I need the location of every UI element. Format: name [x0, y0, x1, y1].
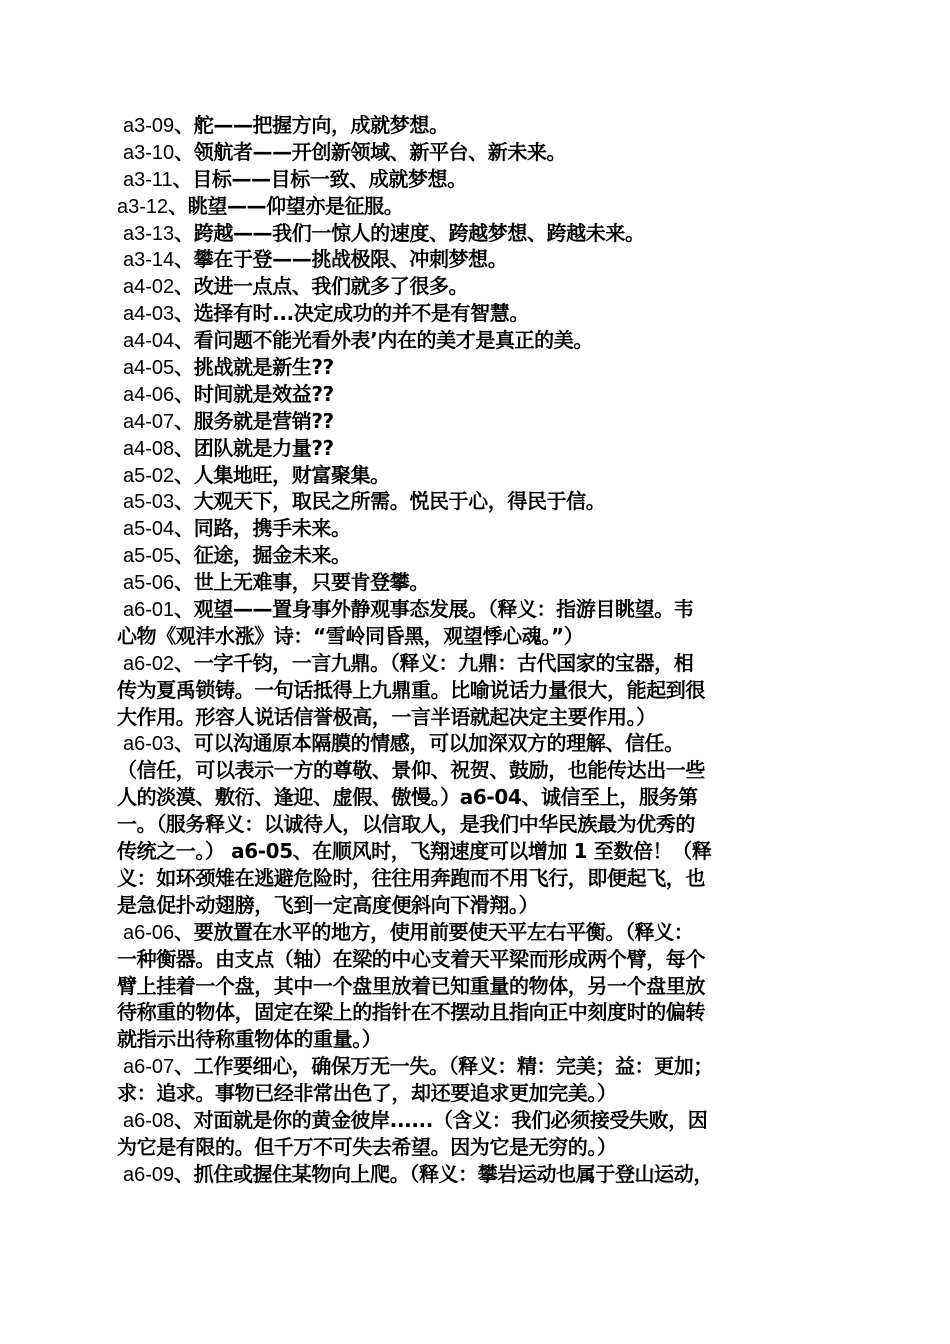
text-line [117, 1107, 842, 1134]
text-line [117, 999, 842, 1026]
entry-text: 、服务就是营销?? [174, 408, 334, 433]
entry-text: （信任，可以表示一方的尊敬、景仰、祝贺、鼓励，也能传达出一些 [117, 758, 705, 783]
text-line [117, 462, 842, 489]
entry-text: 、一字千钧，一言九鼎。（释义：九鼎：古代国家的宝器，相 [174, 650, 694, 675]
entry-text: 、目标——目标一致、成就梦想。 [172, 166, 467, 191]
text-line [117, 919, 842, 946]
entry-code: a4-06 [123, 383, 175, 406]
entry-code: a5-04 [123, 518, 175, 541]
entry-code: a6-08 [123, 1109, 175, 1132]
text-line [117, 784, 842, 811]
text-line [117, 1026, 842, 1053]
entry-code: a6-02 [123, 652, 175, 675]
entry-code: a5-05 [123, 545, 175, 568]
entry-code: a6-06 [123, 921, 175, 944]
text-line [117, 623, 842, 650]
entry-code: a6-01 [123, 599, 175, 622]
entry-text: 人的淡漠、敷衍、逢迎、虚假、傲慢。）a6-04、诚信至上，服务第 [117, 785, 698, 810]
entry-text: 、领航者——开创新领域、新平台、新未来。 [174, 139, 567, 164]
text-line [117, 1080, 842, 1107]
text-line [117, 246, 842, 273]
document-body [117, 112, 842, 1188]
entry-code: a3-11 [123, 168, 173, 191]
entry-text: 、改进一点点、我们就多了很多。 [174, 274, 469, 299]
text-line [117, 166, 842, 193]
entry-text: 心物《观沣水涨》诗：“雪岭同昏黑，观望悸心魂。”） [117, 623, 584, 648]
entry-text: 、大观天下，取民之所需。悦民于心，得民于信。 [174, 489, 606, 514]
text-line [117, 273, 842, 300]
entry-code: a3-09 [123, 115, 175, 137]
entry-code: a5-06 [123, 572, 175, 595]
text-line [117, 946, 842, 973]
entry-text: 、舵——把握方向，成就梦想。 [174, 113, 449, 137]
text-line [117, 1134, 842, 1161]
text-line [117, 730, 842, 757]
text-line [117, 677, 842, 704]
entry-code: a4-08 [123, 437, 175, 460]
text-line [117, 515, 842, 542]
entry-code: a5-02 [123, 464, 175, 487]
entry-text: 、同路，携手未来。 [174, 516, 351, 541]
entry-text: 、时间就是效益?? [174, 381, 334, 406]
text-line [117, 892, 842, 919]
entry-text: 是急促扑动翅膀，飞到一定高度便斜向下滑翔。） [117, 892, 539, 917]
text-line [117, 865, 842, 892]
entry-text: 、抓住或握住某物向上爬。（释义：攀岩运动也属于登山运动， [174, 1161, 713, 1186]
text-line [117, 139, 842, 166]
text-line [117, 542, 842, 569]
entry-code: a3-10 [123, 141, 175, 164]
text-line [117, 1161, 842, 1188]
text-line [117, 973, 842, 1000]
text-line [117, 408, 842, 435]
entry-text: 、工作要细心，确保万无一失。（释义：精：完美；益：更加； [174, 1054, 713, 1079]
entry-code: a6-07 [123, 1056, 175, 1079]
entry-text: 、看问题不能光看外表’内在的美才是真正的美。 [174, 328, 593, 353]
text-line [117, 354, 842, 381]
text-line [117, 569, 842, 596]
text-line [117, 300, 842, 327]
text-line [117, 381, 842, 408]
text-line [117, 1053, 842, 1080]
entry-text: 、世上无难事，只要肯登攀。 [174, 570, 429, 595]
entry-code: a3-13 [123, 222, 175, 245]
entry-text: 义：如环颈雉在逃避危险时，往往用奔跑而不用飞行，即便起飞，也 [117, 865, 705, 890]
entry-text: 、征途，掘金未来。 [174, 543, 351, 568]
text-line [117, 650, 842, 677]
text-line [117, 327, 842, 354]
text-line [117, 757, 842, 784]
text-line [117, 220, 842, 247]
text-line [117, 811, 842, 838]
entry-text: 、可以沟通原本隔膜的情感，可以加深双方的理解、信任。 [174, 731, 684, 756]
entry-code: a6-03 [123, 733, 175, 756]
text-line [117, 193, 842, 220]
entry-text: 就指示出待称重物体的重量。） [117, 1027, 382, 1052]
entry-code: a4-05 [123, 357, 175, 380]
entry-text: 、选择有时...决定成功的并不是有智慧。 [174, 301, 529, 326]
entry-code: a4-03 [123, 303, 175, 326]
entry-text: 、挑战就是新生?? [174, 355, 334, 380]
text-line [117, 704, 842, 731]
text-line [117, 838, 842, 865]
entry-text: 一。（服务释义：以诚待人，以信取人，是我们中华民族最为优秀的 [117, 812, 695, 837]
entry-code: a6-09 [123, 1163, 175, 1186]
entry-code: a4-07 [123, 410, 175, 433]
entry-text: 、要放置在水平的地方，使用前要使天平左右平衡。（释义： [174, 919, 694, 944]
text-line [117, 596, 842, 623]
entry-text: 臂上挂着一个盘，其中一个盘里放着已知重量的物体，另一个盘里放 [117, 973, 705, 998]
entry-text: 、对面就是你的黄金彼岸......（含义：我们必须接受失败，因 [174, 1107, 708, 1132]
text-line [117, 435, 842, 462]
text-line [117, 488, 842, 515]
entry-text: 传为夏禹锁铸。一句话抵得上九鼎重。比喻说话力量很大，能起到很 [117, 677, 705, 702]
text-line [117, 112, 842, 139]
entry-code: a4-04 [123, 330, 175, 353]
entry-text: 、眺望——仰望亦是征服。 [168, 193, 404, 218]
entry-text: 一种衡器。由支点（轴）在梁的中心支着天平梁而形成两个臂，每个 [117, 946, 705, 971]
entry-text: 、人集地旺，财富聚集。 [174, 462, 390, 487]
entry-text: 传统之一。） a6-05、在顺风时，飞翔速度可以增加 1 至数倍！（释 [117, 839, 712, 864]
entry-code: a3-12 [117, 195, 169, 218]
entry-code: a5-03 [123, 491, 175, 514]
entry-code: a4-02 [123, 276, 175, 299]
entry-text: 大作用。形容人说话信誉极高，一言半语就起决定主要作用。） [117, 704, 656, 729]
entry-text: 求：追求。事物已经非常出色了，却还要追求更加完美。） [117, 1081, 617, 1106]
entry-text: 、团队就是力量?? [174, 435, 334, 460]
entry-text: 、攀在于登——挑战极限、冲刺梦想。 [174, 247, 508, 272]
entry-text: 待称重的物体，固定在梁上的指针在不摆动且指向正中刻度时的偏转 [117, 1000, 705, 1025]
entry-text: 为它是有限的。但千万不可失去希望。因为它是无穷的。） [117, 1134, 617, 1159]
entry-text: 、观望——置身事外静观事态发展。（释义：指游目眺望。韦 [174, 597, 694, 622]
entry-code: a3-14 [123, 249, 175, 272]
entry-text: 、跨越——我们一惊人的速度、跨越梦想、跨越未来。 [174, 220, 645, 245]
